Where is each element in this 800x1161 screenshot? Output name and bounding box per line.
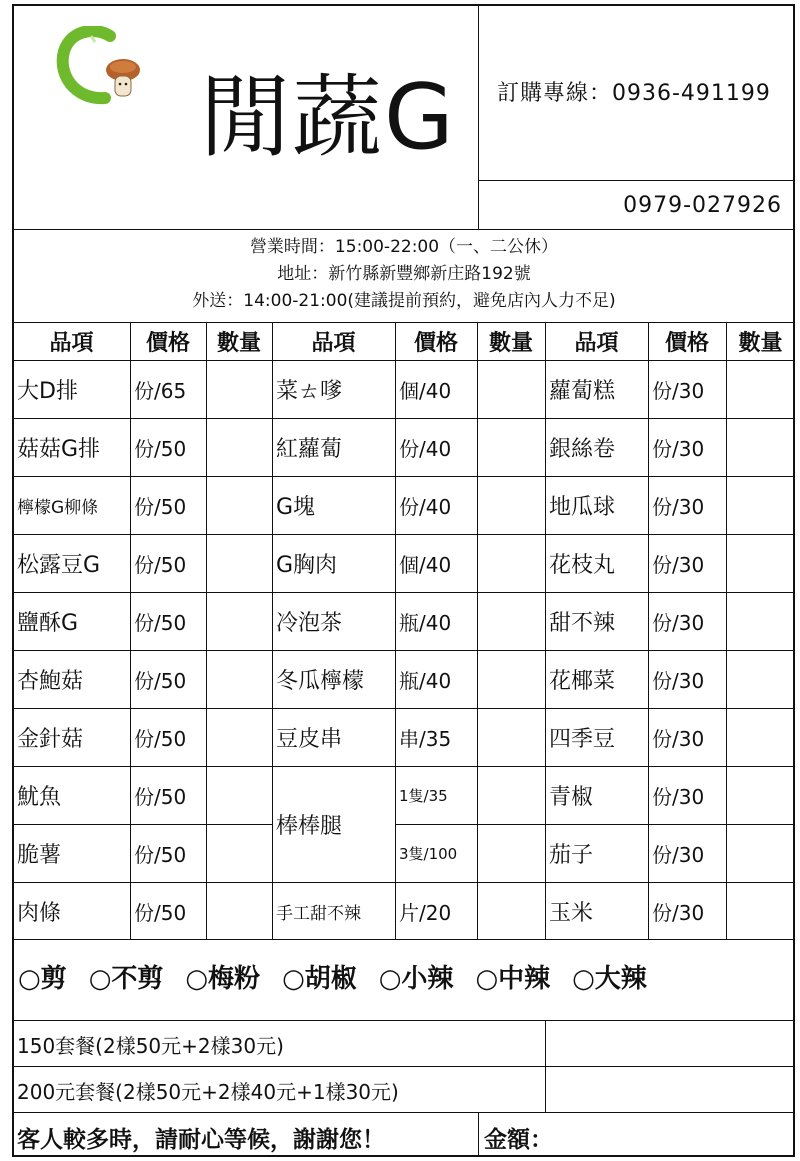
menu-price: 份/30 bbox=[652, 842, 705, 867]
amount-label: 金額： bbox=[484, 1127, 553, 1153]
menu-price: 串/35 bbox=[399, 726, 452, 751]
waiting-note: 客人較多時，請耐心等候，謝謝您！ bbox=[17, 1127, 385, 1153]
grid-col-line bbox=[478, 1112, 479, 1157]
menu-price: 份/30 bbox=[652, 378, 705, 403]
menu-item: 花椰菜 bbox=[549, 668, 616, 694]
menu-item: 四季豆 bbox=[549, 726, 616, 752]
menu-price: 份/30 bbox=[652, 610, 705, 635]
menu-item: 茄子 bbox=[549, 842, 594, 868]
menu-price: 份/50 bbox=[134, 900, 187, 925]
menu-price: 份/40 bbox=[399, 494, 452, 519]
menu-price: 份/30 bbox=[652, 494, 705, 519]
combo-150: 150套餐(2樣50元+2樣30元) bbox=[17, 1034, 284, 1058]
preference-options bbox=[18, 958, 669, 995]
menu-item: 菇菇G排 bbox=[17, 436, 101, 462]
menu-item: G胸肉 bbox=[276, 552, 338, 578]
grid-row-line bbox=[272, 708, 795, 709]
menu-item: 青椒 bbox=[549, 784, 594, 810]
menu-item: 檸檬G柳條 bbox=[17, 497, 99, 518]
option-medium-spicy[interactable]: ○中辣 bbox=[475, 964, 551, 994]
business-hours: 營業時間：15:00-22:00（一、二公休） bbox=[249, 237, 559, 257]
order-phone: 訂購專線：0936-491199 bbox=[497, 81, 771, 106]
menu-item: 甜不辣 bbox=[549, 610, 616, 636]
menu-item: 蘿蔔糕 bbox=[549, 378, 616, 404]
menu-price: 份/50 bbox=[134, 784, 187, 809]
option-cut[interactable]: ○剪 bbox=[18, 964, 67, 994]
option-pepper[interactable]: ○胡椒 bbox=[282, 964, 357, 994]
menu-item: 紅蘿蔔 bbox=[276, 436, 343, 462]
menu-price: 1隻/35 bbox=[399, 786, 448, 805]
col3-price-header: 價格 bbox=[664, 331, 709, 356]
grid-col-line bbox=[206, 322, 207, 939]
col3-item-header: 品項 bbox=[574, 331, 619, 356]
menu-item: 脆薯 bbox=[17, 842, 62, 868]
menu-item: 松露豆G bbox=[17, 552, 101, 578]
menu-item: 大D排 bbox=[17, 378, 78, 404]
header-divider bbox=[478, 5, 479, 229]
col1-qty-header: 數量 bbox=[216, 331, 261, 356]
grid-row-line bbox=[12, 1066, 795, 1067]
menu-item: 冬瓜檸檬 bbox=[276, 668, 365, 694]
menu-item: G塊 bbox=[276, 494, 316, 520]
menu-price: 3隻/100 bbox=[399, 844, 458, 863]
g-mushroom-logo-icon bbox=[55, 26, 150, 106]
menu-price: 個/40 bbox=[399, 378, 452, 403]
option-no-cut[interactable]: ○不剪 bbox=[88, 964, 164, 994]
address: 地址：新竹縣新豐鄉新庄路192號 bbox=[277, 264, 531, 284]
delivery-hours: 外送：14:00-21:00(建議提前預約，避免店內人力不足) bbox=[192, 291, 616, 311]
phone-divider bbox=[478, 180, 795, 181]
menu-price: 份/50 bbox=[134, 552, 187, 577]
col2-price-header: 價格 bbox=[413, 331, 458, 356]
menu-price: 份/30 bbox=[652, 436, 705, 461]
menu-item: 肉條 bbox=[17, 900, 62, 926]
grid-row-line bbox=[12, 1112, 795, 1113]
menu-price: 份/50 bbox=[134, 842, 187, 867]
menu-price: 瓶/40 bbox=[399, 668, 452, 693]
menu-item: 鹽酥G bbox=[17, 610, 79, 636]
menu-item: 菜ㄊ嗲 bbox=[276, 378, 343, 404]
col3-qty-header: 數量 bbox=[738, 331, 783, 356]
grid-row-line bbox=[12, 1020, 795, 1021]
menu-price: 份/40 bbox=[399, 436, 452, 461]
menu-price: 份/30 bbox=[652, 668, 705, 693]
grid-row-line bbox=[272, 534, 795, 535]
menu-item: 金針菇 bbox=[17, 726, 84, 752]
menu-item: 豆皮串 bbox=[276, 726, 343, 752]
col1-price-header: 價格 bbox=[145, 331, 190, 356]
menu-price: 份/65 bbox=[134, 378, 187, 403]
menu-item: 玉米 bbox=[549, 900, 594, 926]
col2-qty-header: 數量 bbox=[488, 331, 533, 356]
option-plum-powder[interactable]: ○梅粉 bbox=[185, 964, 261, 994]
shop-name: 閒蔬G bbox=[200, 65, 456, 170]
menu-item: 地瓜球 bbox=[549, 494, 616, 520]
menu-price: 份/50 bbox=[134, 668, 187, 693]
second-phone: 0979-027926 bbox=[623, 193, 782, 218]
menu-item: 銀絲卷 bbox=[549, 436, 616, 462]
menu-price: 份/50 bbox=[134, 610, 187, 635]
option-hot-spicy[interactable]: ○大辣 bbox=[572, 964, 647, 994]
menu-price: 個/40 bbox=[399, 552, 452, 577]
menu-price: 份/30 bbox=[652, 726, 705, 751]
grid-row-line bbox=[272, 592, 795, 593]
menu-price: 片/20 bbox=[399, 900, 452, 925]
grid-col-line bbox=[477, 322, 478, 939]
menu-price: 瓶/40 bbox=[399, 610, 452, 635]
menu-price: 份/50 bbox=[134, 436, 187, 461]
menu-price: 份/30 bbox=[652, 900, 705, 925]
grid-row-line bbox=[272, 418, 795, 419]
menu-price: 份/50 bbox=[134, 726, 187, 751]
menu-price: 份/30 bbox=[652, 784, 705, 809]
col1-item-header: 品項 bbox=[49, 331, 94, 356]
header-bottom-line bbox=[12, 229, 795, 230]
menu-item: 手工甜不辣 bbox=[276, 903, 361, 924]
option-mild-spicy[interactable]: ○小辣 bbox=[378, 964, 454, 994]
grid-col-line bbox=[545, 1020, 546, 1112]
menu-price: 份/30 bbox=[652, 552, 705, 577]
menu-item: 杏鮑菇 bbox=[17, 668, 84, 694]
grid-col-line bbox=[726, 322, 727, 939]
col2-item-header: 品項 bbox=[311, 331, 356, 356]
menu-item: 棒棒腿 bbox=[276, 813, 343, 839]
menu-item: 魷魚 bbox=[17, 784, 62, 810]
grid-row-line bbox=[272, 766, 795, 767]
menu-item: 花枝丸 bbox=[549, 552, 616, 578]
combo-200: 200元套餐(2樣50元+2樣40元+1樣30元) bbox=[17, 1080, 399, 1104]
grid-row-line bbox=[272, 476, 795, 477]
menu-price: 份/50 bbox=[134, 494, 187, 519]
menu-item: 冷泡茶 bbox=[276, 610, 343, 636]
